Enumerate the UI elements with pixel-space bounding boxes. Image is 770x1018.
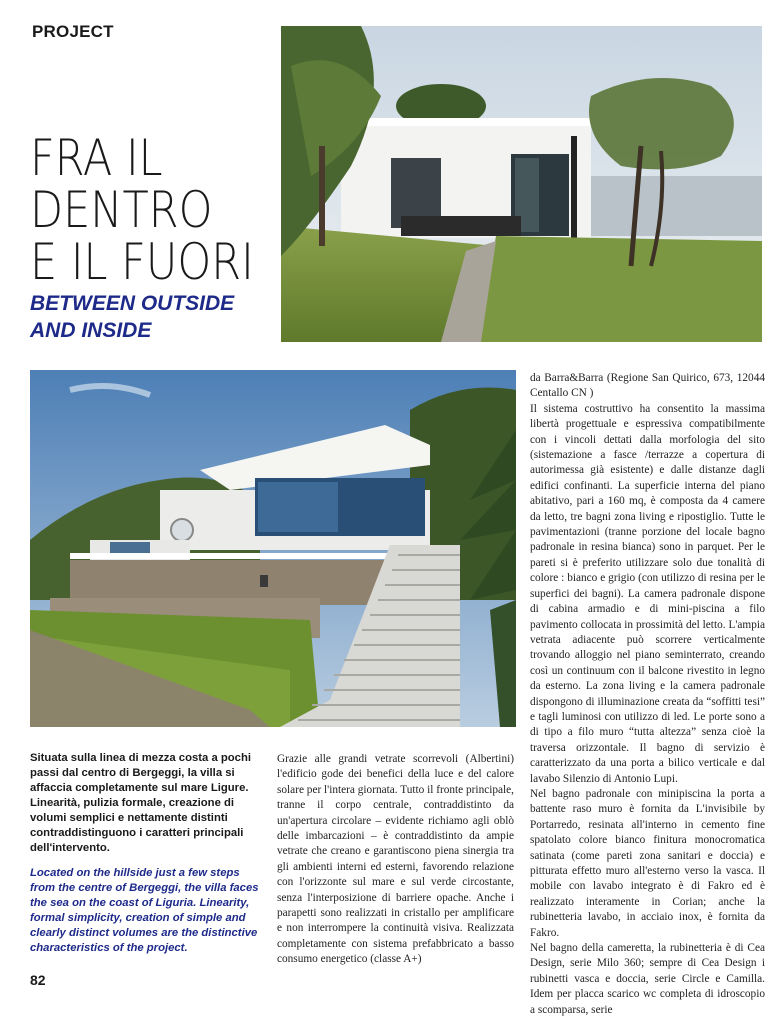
body-column-2 xyxy=(277,752,514,968)
body-column-3 xyxy=(530,371,765,1018)
photo-villa-terrace xyxy=(281,26,762,342)
title-english xyxy=(30,290,280,344)
photo-villa-hillside xyxy=(30,370,516,727)
body-paragraph: Grazie alle grandi vetrate scorrevoli (Albertini) l'edificio gode dei benefici della luce e del calore solare per l'intera giornata. Tutto il fronte principale, tranne il corpo centrale, contraddistinto da un'apertura circolare – evidente richiamo agli oblò delle imbarcazioni – è contraddistinto da ampie vetrate che creano e garantiscono piena sinergia tra gli ambienti interni ed esterni, favorendo relazione con l'orizzonte sul mare e sul verde circostante, senza l'interposizione di barriere opache. Anche i parapetti sono realizzati in cristallo per amplificare e non interrompere la continuità visiva. Realizzata completamente con sistema prefabbricato a basso consumo energetico (classe A+) xyxy=(277,753,515,966)
body-paragraph: Nel bagno padronale con minipiscina la porta a battente raso muro è fornita da L'invisibile by Portarredo, resinata all'interno in cemento fine spatolato colore bianco finitura monocromatica satinata (come pareti zona sanitari e doccia) e pitturata effetto muro all'esterno verso la vasca. Il mobile con lavabo integrato è di Fakro ed è realizzato interamente in Corian; anche la rubinetteria lavabo, in acciaio inox, è fornita da Fakro. xyxy=(530,787,765,939)
title-english-line: BETWEEN OUTSIDE xyxy=(30,292,235,315)
lead-paragraph-english: Located on the hillside just a few steps from the centre of Bergeggi, the villa faces the sea on the coast of Liguria. Linearity, formal simplicity, creation of simple and clearly distinct volumes are the distinctive characteristics of the project. xyxy=(30,867,259,954)
body-paragraph: da Barra&Barra (Regione San Quirico, 673, 12044 Centallo CN ) xyxy=(530,372,765,400)
title-italian-line: DENTRO xyxy=(30,181,213,239)
page-number: 82 xyxy=(30,972,46,988)
body-paragraph: Nel bagno della cameretta, la rubinetteria è di Cea Design, serie Milo 360; sempre di Cea Design i rubinetti vasca e doccia, serie Circle e Camilla. Idem per placca scarico wc completa di idroscopio a scomparsa, serie xyxy=(530,942,765,1016)
section-label: PROJECT xyxy=(32,22,114,41)
title-english-line: AND INSIDE xyxy=(30,319,152,342)
title-italian xyxy=(30,129,254,291)
body-paragraph: Il sistema costruttivo ha consentito la massima libertà progettuale e espressiva compatibilmente con i vincoli dettati dalla morfologia del sito (sistemazione a fasce /terrazze a copertura di autorimessa già esistente) e dalle distanze dagli edifici confinanti. La superficie interna del piano abitativo, pari a 160 mq, è composta da 4 camere da letto, tre bagni zona living e ripostiglio. Tutte le pavimentazioni (tranne porzione del locale bagno padronale in resina bianca) sono in parquet. Per le pareti si è preferito utilizzare solo due tonalità di colore : bianco e grigio (con utilizzo di resina per le superfici dei bagni). La camera padronale dispone di cabina armadio e di mini-piscina a filo pavimento collocata in prossimità del letto. L'ampia vetrata adiacente può scorrere verticalmente trovando alloggio nel piano seminterrato, creando così un continuum con il balcone rivestito in legno da esterno. La zona living e la camera padronale dispongono di illuminazione creata da “soffitti tesi” e tagli luminosi con utilizzo di led. Le porte sono a di tipo a filo muro “tutta altezza” senza cioè la traversa orizzontale. Il bagno di servizio è caratterizzato da una porta a bilico verticale e dal lavabo Silenzio di Antonio Lupi. xyxy=(530,402,765,785)
lead-paragraph-italian: Situata sulla linea di mezza costa a pochi passi dal centro di Bergeggi, la villa si affaccia completamente sul mare Ligure. Linearità, pulizia formale, creazione di volumi semplici e nettamente distinti contraddistinguono i caratteri principali dell'intervento. xyxy=(30,752,251,854)
title-italian-line: E IL FUORI xyxy=(30,233,254,291)
title-italian-line: FRA IL xyxy=(30,129,163,187)
